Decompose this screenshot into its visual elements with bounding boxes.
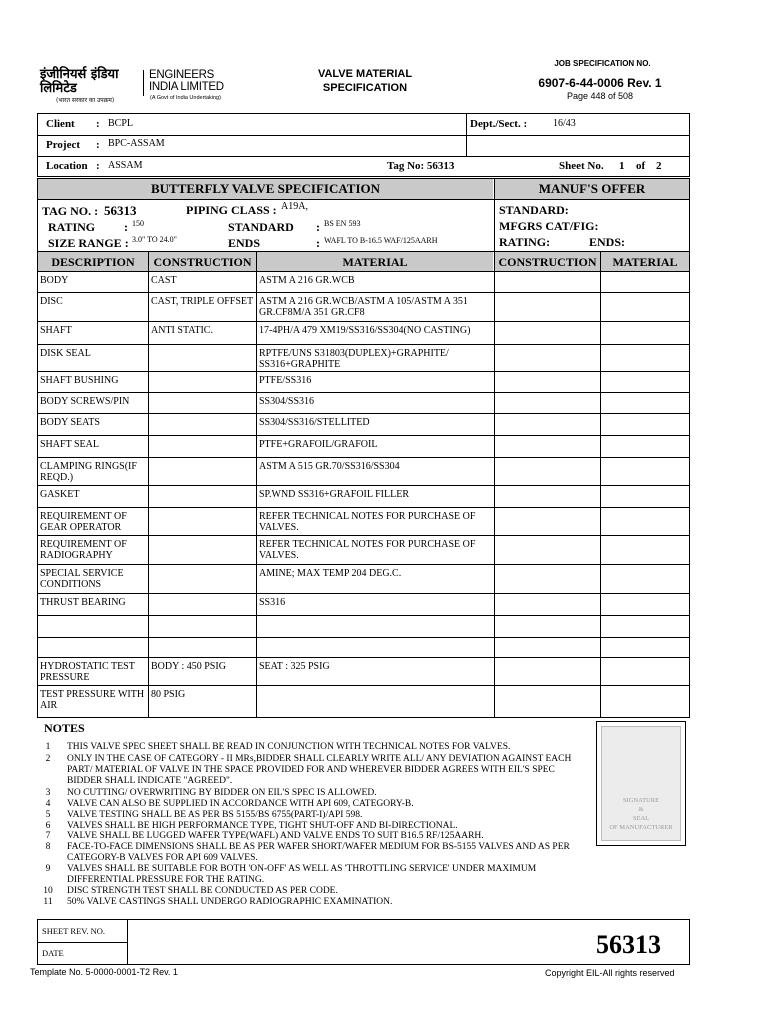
size-range-value: 3.0" TO 24.0" bbox=[132, 235, 177, 244]
dept-value: 16/43 bbox=[553, 118, 576, 129]
row-description: SHAFT SEAL bbox=[40, 439, 99, 450]
row-material: SS304/SS316/STELLITED bbox=[259, 417, 370, 428]
offer-material-cell[interactable] bbox=[601, 436, 689, 456]
footer-box bbox=[37, 919, 690, 965]
sheet-rev-label: SHEET REV. NO. bbox=[42, 926, 105, 936]
offer-construction-cell[interactable] bbox=[495, 272, 599, 291]
note-text: VALVES SHALL BE HIGH PERFORMANCE TYPE, TIGHT SHUT-OFF AND BI-DIRECTIONAL. bbox=[67, 821, 458, 831]
page-number: Page 448 of 508 bbox=[566, 91, 634, 101]
note-text: 50% VALVE CASTINGS SHALL UNDERGO RADIOGRAPHIC EXAMINATION. bbox=[67, 897, 393, 907]
row-material: SEAT : 325 PSIG bbox=[259, 661, 330, 672]
note-text: VALVE SHALL BE LUGGED WAFER TYPE(WAFL) AND VALVE ENDS TO SUIT B16.5 RF/125AARH. bbox=[67, 831, 484, 841]
row-description: BODY SEATS bbox=[40, 417, 100, 428]
offer-construction-cell[interactable] bbox=[495, 414, 599, 434]
ends-value: WAFL TO B-16.5 WAF/125AARH bbox=[324, 236, 438, 245]
offer-construction-cell[interactable] bbox=[495, 616, 599, 636]
column-offer-construction: CONSTRUCTION bbox=[498, 255, 597, 269]
project-colon: : bbox=[96, 139, 100, 151]
offer-material-cell[interactable] bbox=[601, 594, 689, 614]
row-description: CLAMPING RINGS(IF REQD.) bbox=[40, 461, 137, 483]
offer-mfgrs-label: MFGRS CAT/FIG: bbox=[499, 219, 599, 233]
rating-value: 150 bbox=[132, 219, 144, 228]
note-number: 1 bbox=[45, 742, 51, 752]
row-construction: CAST bbox=[151, 275, 177, 286]
location-label: Location bbox=[46, 160, 88, 172]
rating-label: RATING bbox=[48, 220, 96, 234]
offer-construction-cell[interactable] bbox=[495, 372, 599, 391]
sheet-of: of bbox=[636, 160, 646, 172]
offer-construction-cell[interactable] bbox=[495, 322, 599, 343]
logo-hindi: इंजीनियर्स इंडिया लिमिटेड bbox=[40, 67, 119, 96]
ends-label: ENDS bbox=[228, 236, 261, 250]
offer-construction-cell[interactable] bbox=[495, 345, 599, 370]
row-material: AMINE; MAX TEMP 204 DEG.C. bbox=[259, 568, 402, 579]
row-description: SPECIAL SERVICE CONDITIONS bbox=[40, 568, 124, 590]
row-material: PTFE+GRAFOIL/GRAFOIL bbox=[259, 439, 378, 450]
note-text: DISC STRENGTH TEST SHALL BE CONDUCTED AS PER CODE. bbox=[67, 886, 338, 896]
note-text: VALVE TESTING SHALL BE AS PER BS 5155/BS 6755(PART-I)/API 598. bbox=[67, 810, 363, 820]
logo-english-2: INDIA LIMITED bbox=[149, 81, 224, 93]
offer-material-cell[interactable] bbox=[601, 372, 689, 391]
row-description: THRUST BEARING bbox=[40, 597, 126, 608]
spec-title: BUTTERFLY VALVE SPECIFICATION bbox=[150, 181, 381, 196]
signature-seal-text: SIGNATURE & SEAL OF MANUFACTURER bbox=[609, 797, 673, 831]
row-material: SS316 bbox=[259, 597, 286, 608]
size-range-label: SIZE RANGE : bbox=[48, 236, 129, 250]
offer-material-cell[interactable] bbox=[601, 686, 689, 717]
row-description: REQUIREMENT OF GEAR OPERATOR bbox=[40, 511, 127, 533]
sheet-label: Sheet No. bbox=[559, 160, 604, 172]
row-description: BODY bbox=[40, 275, 69, 286]
offer-construction-cell[interactable] bbox=[495, 293, 599, 320]
offer-title: MANUF'S OFFER bbox=[538, 181, 646, 196]
piping-class-label: PIPING CLASS : bbox=[186, 203, 277, 217]
offer-material-cell[interactable] bbox=[601, 293, 689, 320]
offer-material-cell[interactable] bbox=[601, 565, 689, 592]
logo-tag-english: (A Govt of India Undertaking) bbox=[150, 95, 221, 101]
offer-material-cell[interactable] bbox=[601, 486, 689, 506]
offer-rating-label: RATING: bbox=[499, 235, 551, 249]
location-value: ASSAM bbox=[108, 160, 143, 171]
offer-construction-cell[interactable] bbox=[495, 565, 599, 592]
offer-material-cell[interactable] bbox=[601, 638, 689, 656]
sheet-number: 1 bbox=[619, 160, 625, 172]
offer-material-cell[interactable] bbox=[601, 345, 689, 370]
note-number: 6 bbox=[45, 821, 51, 831]
column-construction: CONSTRUCTION bbox=[153, 255, 252, 269]
row-construction: 80 PSIG bbox=[151, 689, 186, 700]
row-material: SS304/SS316 bbox=[259, 396, 315, 407]
offer-material-cell[interactable] bbox=[601, 322, 689, 343]
ends-colon: : bbox=[316, 236, 320, 250]
standard-value: BS EN 593 bbox=[324, 219, 361, 228]
document-title-line1: VALVE MATERIAL bbox=[317, 68, 413, 80]
row-material: RPTFE/UNS S31803(DUPLEX)+GRAPHITE/ SS316+GRAPHITE bbox=[259, 348, 449, 370]
location-colon: : bbox=[96, 160, 100, 172]
offer-construction-cell[interactable] bbox=[495, 638, 599, 656]
row-material: PTFE/SS316 bbox=[259, 375, 312, 386]
note-number: 4 bbox=[45, 799, 51, 809]
job-spec-number: 6907-6-44-0006 Rev. 1 bbox=[538, 76, 662, 90]
row-description: SHAFT BUSHING bbox=[40, 375, 119, 386]
note-number: 3 bbox=[45, 788, 51, 798]
tag-no-value: 56313 bbox=[104, 203, 137, 218]
row-description: HYDROSTATIC TEST PRESSURE bbox=[40, 661, 135, 683]
offer-material-cell[interactable] bbox=[601, 508, 689, 534]
client-label: Client bbox=[46, 118, 75, 130]
template-number: Template No. 5-0000-0001-T2 Rev. 1 bbox=[30, 967, 178, 977]
offer-construction-cell[interactable] bbox=[495, 436, 599, 456]
row-description: SHAFT bbox=[40, 325, 72, 336]
note-text: THIS VALVE SPEC SHEET SHALL BE READ IN CONJUNCTION WITH TECHNICAL NOTES FOR VALVES. bbox=[67, 742, 511, 752]
tag-number-header: Tag No: 56313 bbox=[387, 160, 455, 172]
note-text: NO CUTTING/ OVERWRITING BY BIDDER ON EIL'S SPEC IS ALLOWED. bbox=[67, 788, 377, 798]
row-construction: CAST, TRIPLE OFFSET bbox=[151, 296, 254, 307]
offer-construction-cell[interactable] bbox=[495, 594, 599, 614]
note-text: ONLY IN THE CASE OF CATEGORY - II MRs,BIDDER SHALL CLEARLY WRITE ALL/ ANY DEVIATION AGAINST EACH PART/ MATERIAL OF VALVE IN THE SPACE PROVIDED FOR AND WHEREVER BIDDER AGREES WITH EIL'S SPEC BIDDER SHALL INDICATE "AGREED". bbox=[67, 754, 572, 786]
rating-colon: : bbox=[124, 220, 128, 234]
logo-divider bbox=[143, 70, 144, 96]
row-material: REFER TECHNICAL NOTES FOR PURCHASE OF VALVES. bbox=[259, 539, 476, 561]
offer-construction-cell[interactable] bbox=[495, 393, 599, 412]
row-material: REFER TECHNICAL NOTES FOR PURCHASE OF VALVES. bbox=[259, 511, 476, 533]
row-material: ASTM A 515 GR.70/SS316/SS304 bbox=[259, 461, 400, 472]
note-text: FACE-TO-FACE DIMENSIONS SHALL BE AS PER WAFER SHORT/WAFER MEDIUM FOR BS-5155 VALVES AND AS PER CATEGORY-B VALVES FOR API 609 VALVES. bbox=[67, 842, 570, 863]
sheet-total: 2 bbox=[656, 160, 662, 172]
copyright: Copyright EIL-All rights reserved bbox=[545, 968, 675, 978]
dept-label: Dept./Sect. : bbox=[470, 118, 528, 130]
offer-material-cell[interactable] bbox=[601, 414, 689, 434]
note-text: VALVE CAN ALSO BE SUPPLIED IN ACCORDANCE WITH API 609, CATEGORY-B. bbox=[67, 799, 414, 809]
row-description: DISK SEAL bbox=[40, 348, 91, 359]
column-offer-material: MATERIAL bbox=[612, 255, 678, 269]
offer-construction-cell[interactable] bbox=[495, 686, 599, 717]
row-description: DISC bbox=[40, 296, 63, 307]
logo-tag-hindi: (भारत सरकार का उपक्रम) bbox=[56, 97, 115, 104]
row-description: BODY SCREWS/PIN bbox=[40, 396, 130, 407]
offer-standard-label: STANDARD: bbox=[499, 203, 569, 217]
piping-class-value: A19A, bbox=[281, 201, 308, 212]
note-number: 8 bbox=[45, 842, 51, 852]
document-title-line2: SPECIFICATION bbox=[322, 82, 408, 94]
project-value: BPC-ASSAM bbox=[108, 138, 165, 149]
row-material: 17-4PH/A 479 XM19/SS316/SS304(NO CASTING) bbox=[259, 325, 471, 336]
logo-english-1: ENGINEERS bbox=[149, 69, 215, 81]
row-material: ASTM A 216 GR.WCB/ASTM A 105/ASTM A 351 GR.CF8M/A 351 GR.CF8 bbox=[259, 296, 468, 318]
row-construction: ANTI STATIC. bbox=[151, 325, 213, 336]
offer-material-cell[interactable] bbox=[601, 616, 689, 636]
note-number: 9 bbox=[45, 864, 51, 874]
row-construction: BODY : 450 PSIG bbox=[151, 661, 226, 672]
note-number: 11 bbox=[43, 897, 53, 907]
row-description: TEST PRESSURE WITH AIR bbox=[40, 689, 145, 711]
offer-construction-cell[interactable] bbox=[495, 486, 599, 506]
offer-construction-cell[interactable] bbox=[495, 458, 599, 484]
row-description: REQUIREMENT OF RADIOGRAPHY bbox=[40, 539, 127, 561]
offer-material-cell[interactable] bbox=[601, 658, 689, 684]
column-material: MATERIAL bbox=[342, 255, 408, 269]
footer-tag-number: 56313 bbox=[596, 930, 661, 959]
row-material: SP.WND SS316+GRAFOIL FILLER bbox=[259, 489, 410, 500]
row-material: ASTM A 216 GR.WCB bbox=[259, 275, 355, 286]
note-text: VALVES SHALL BE SUITABLE FOR BOTH 'ON-OFF' AS WELL AS 'THROTTLING SERVICE' UNDER MAXIMUM DIFFERENTIAL PRESSURE FOR THE RATING. bbox=[67, 864, 537, 885]
offer-construction-cell[interactable] bbox=[495, 508, 599, 534]
note-number: 10 bbox=[43, 886, 53, 896]
offer-material-cell[interactable] bbox=[601, 272, 689, 291]
row-description: GASKET bbox=[40, 489, 80, 500]
offer-material-cell[interactable] bbox=[601, 458, 689, 484]
offer-material-cell[interactable] bbox=[601, 536, 689, 563]
column-description: DESCRIPTION bbox=[51, 255, 135, 269]
offer-construction-cell[interactable] bbox=[495, 536, 599, 563]
offer-ends-label: ENDS: bbox=[589, 235, 626, 249]
job-spec-label: JOB SPECIFICATION NO. bbox=[554, 59, 651, 68]
offer-construction-cell[interactable] bbox=[495, 658, 599, 684]
notes-heading: NOTES bbox=[44, 721, 85, 735]
client-colon: : bbox=[96, 118, 100, 130]
note-number: 7 bbox=[45, 831, 51, 841]
offer-material-cell[interactable] bbox=[601, 393, 689, 412]
standard-label: STANDARD bbox=[228, 220, 294, 234]
client-value: BCPL bbox=[108, 118, 134, 129]
project-label: Project bbox=[46, 139, 80, 151]
note-number: 5 bbox=[45, 810, 51, 820]
tag-no-label: TAG NO. : bbox=[42, 204, 99, 218]
note-number: 2 bbox=[45, 754, 51, 764]
date-label: DATE bbox=[42, 948, 64, 958]
standard-colon: : bbox=[316, 220, 320, 234]
